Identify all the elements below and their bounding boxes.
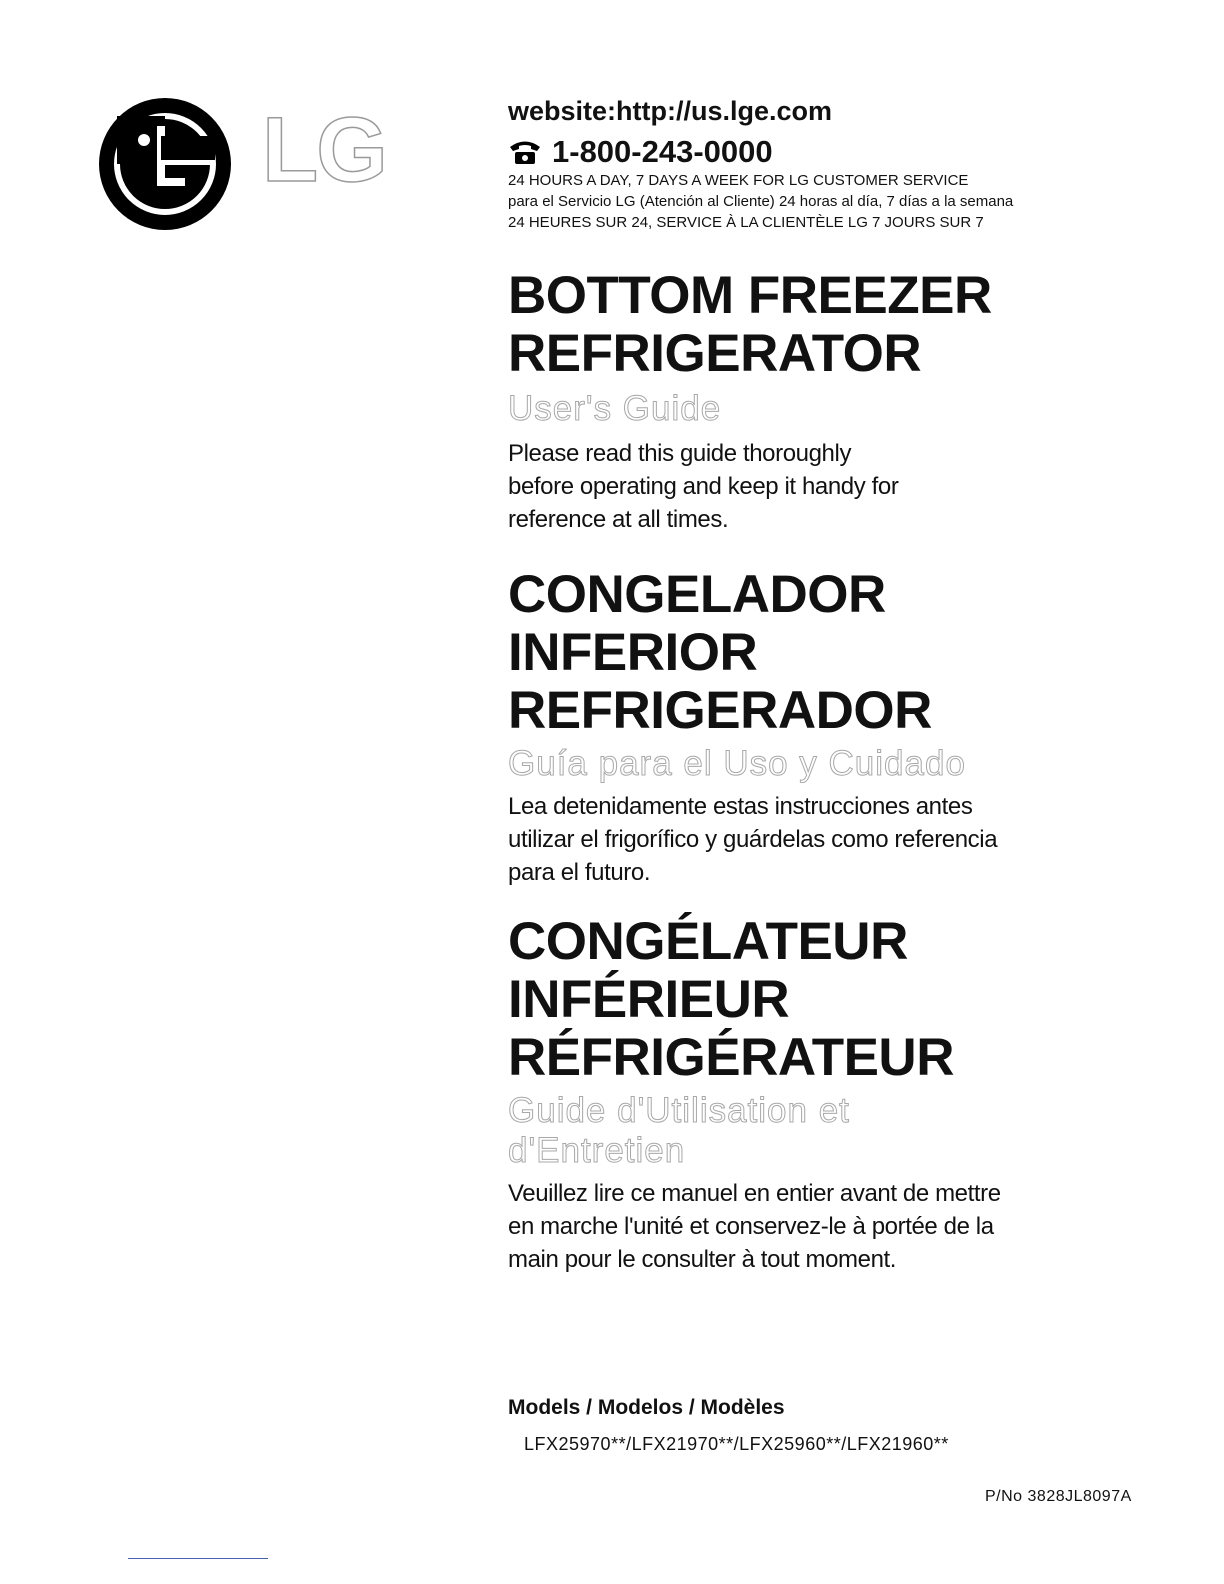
telephone-icon [508, 138, 542, 166]
phone-number[interactable]: 1-800-243-0000 [552, 134, 773, 169]
title-line: RÉFRIGÉRATEUR [508, 1028, 954, 1087]
phone-line [508, 134, 1148, 170]
service-line-es: para el Servicio LG (Atención al Cliente) 24 horas al día, 7 días a la semana [508, 193, 1014, 210]
subtitle: d'Entretien [508, 1131, 686, 1170]
section-french [508, 913, 1148, 1276]
body-line: para el futuro. [508, 859, 651, 886]
title-line: CONGELADOR [508, 565, 886, 624]
service-line-en: 24 HOURS A DAY, 7 DAYS A WEEK FOR LG CUSTOMER SERVICE [508, 172, 969, 189]
main-column [508, 94, 1148, 1276]
subtitle: User's Guide [508, 389, 722, 428]
title-line: REFRIGERADOR [508, 681, 932, 740]
subtitle: Guía para el Uso y Cuidado [508, 744, 966, 783]
models-list: LFX25970**/LFX21970**/LFX25960**/LFX21960** [524, 1434, 949, 1454]
title-line: BOTTOM FREEZER [508, 266, 992, 325]
body-line: main pour le consulter à tout moment. [508, 1246, 897, 1273]
lg-face-logo-icon [97, 96, 233, 232]
service-line-fr: 24 HEURES SUR 24, SERVICE À LA CLIENTÈLE LG 7 JOURS SUR 7 [508, 214, 984, 231]
section-english [508, 267, 1148, 536]
body-line: Veuillez lire ce manuel en entier avant de mettre [508, 1180, 1001, 1207]
subtitle: Guide d'Utilisation et [508, 1091, 850, 1130]
body-line: Please read this guide thoroughly [508, 440, 852, 467]
lg-wordmark: LG [262, 99, 386, 201]
title-line: INFERIOR [508, 623, 758, 682]
body-line: Lea detenidamente estas instrucciones antes [508, 793, 973, 820]
lg-logo [97, 96, 397, 206]
website-link[interactable]: website:http://us.lge.com [508, 96, 833, 126]
section-spanish [508, 566, 1148, 889]
body-line: utilizar el frigorífico y guárdelas como referencia [508, 826, 998, 853]
title-line: REFRIGERATOR [508, 324, 922, 383]
footer-rule [128, 1558, 268, 1559]
title-line: INFÉRIEUR [508, 970, 790, 1029]
body-line: en marche l'unité et conservez-le à portée de la [508, 1213, 994, 1240]
body-line: before operating and keep it handy for [508, 473, 899, 500]
models-label: Models / Modelos / Modèles [508, 1396, 785, 1419]
body-line: reference at all times. [508, 506, 729, 533]
title-line: CONGÉLATEUR [508, 912, 908, 971]
part-number: P/No 3828JL8097A [985, 1488, 1132, 1505]
